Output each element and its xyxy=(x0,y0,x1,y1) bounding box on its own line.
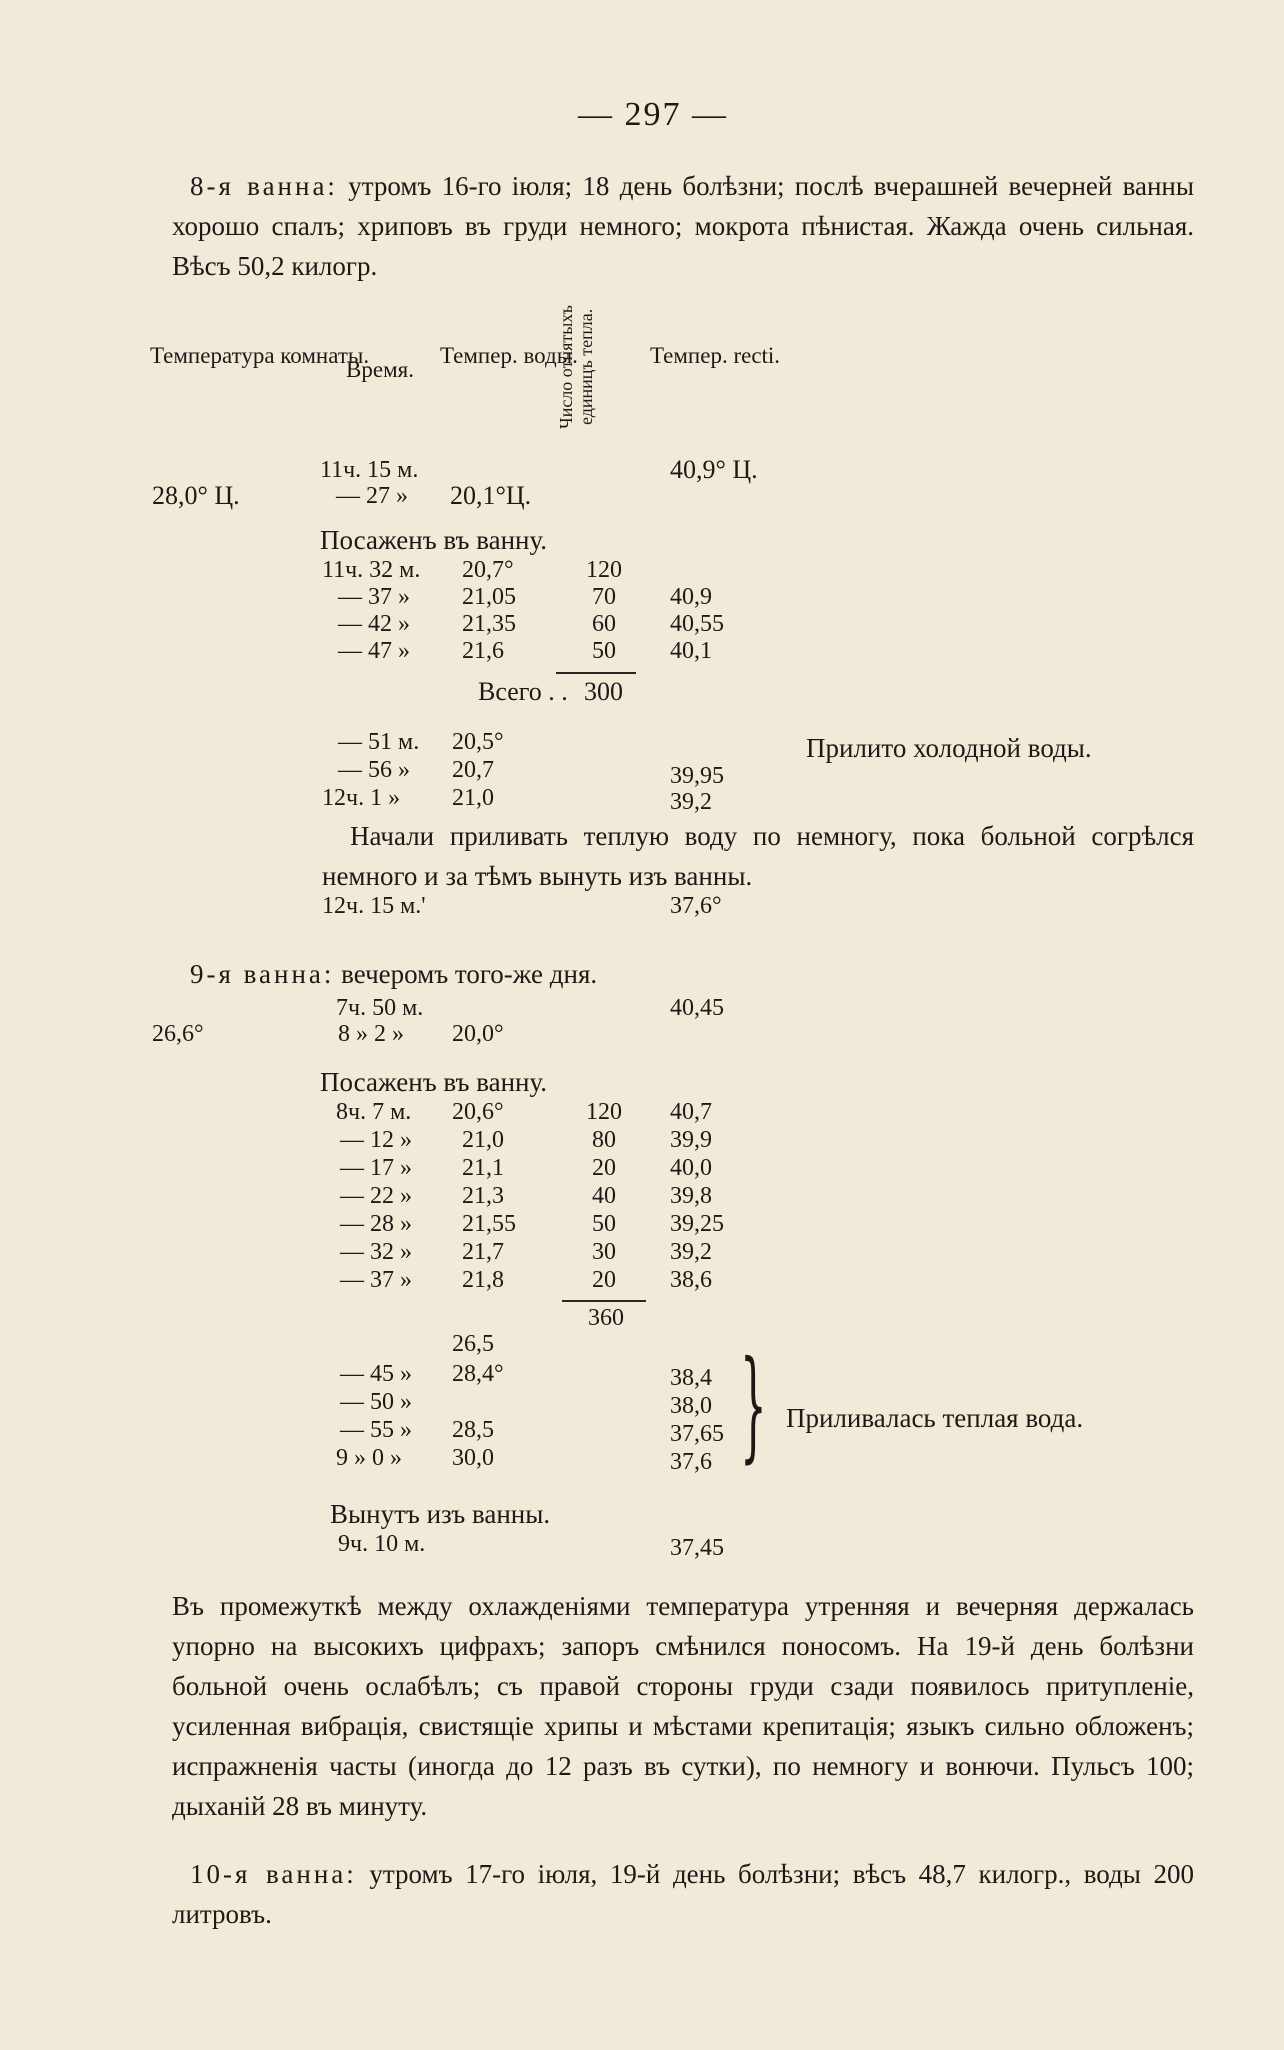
bath10-intro xyxy=(172,1854,1194,1934)
bath8-intro-text: утромъ 16-го іюля; 18 день болѣзни; послѣ вчерашней вечерней ванны хорошо спалъ; хриповъ въ груди немного; мокрота пѣнистая. Жажда очень сильная. Вѣсъ 50,2 килогр. xyxy=(172,171,1194,281)
bath8-pre-time-1: 11ч. 15 м. xyxy=(320,457,419,483)
bath9-row-4-time: — 22 » xyxy=(340,1183,412,1209)
bath8-post-2-rect: 39,95 xyxy=(670,763,724,789)
bath9-placed: Посаженъ въ ванну. xyxy=(320,1067,548,1097)
bath9-row-4-units: 40 xyxy=(592,1183,616,1209)
page-number: — 297 — xyxy=(578,96,728,133)
paragraph-between-baths: Въ промежуткѣ между охлажденіями температура утренняя и вечерняя держалась упорно на высокихъ цифрахъ; запоръ смѣнился поносомъ. На 19-й день болѣзни больной очень ослабѣлъ; съ правой стороны груди сзади появилось притупленіе, усиленная вибрація, свистящіе хрипы и мѣстами крепитація; языкъ сильно обложенъ; испражненія часты (иногда до 12 разъ въ сутки), по немногу и вонючи. Пульсъ 100; дыханій 28 въ минуту. xyxy=(172,1591,1194,1821)
bath9-final-rect: 37,45 xyxy=(670,1535,724,1561)
bath9-warm-note: Приливалась теплая вода. xyxy=(786,1403,1084,1433)
bath8-after-text: Начали приливать теплую воду по немногу, пока больной согрѣлся немного и за тѣмъ вынуть изъ ванны. xyxy=(322,821,1194,891)
bath8-row-2-rect: 40,9 xyxy=(670,584,712,610)
bath8-pre-time-2: — 27 » xyxy=(336,483,408,509)
header-rectal-temp: Темпер. recti. xyxy=(650,343,781,368)
bath9-row-6-units: 30 xyxy=(592,1239,616,1265)
bath9-total: 360 xyxy=(588,1305,624,1331)
bath9-row-3-water: 21,1 xyxy=(462,1155,504,1181)
bath9-row-7-water: 21,8 xyxy=(462,1267,504,1293)
bath9-row-7-units: 20 xyxy=(592,1267,616,1293)
bath8-post-2-water: 20,7 xyxy=(452,757,494,783)
bath9-warm-1-water: 28,4° xyxy=(452,1361,504,1387)
bath9-intro-text: вечеромъ того-же дня. xyxy=(341,959,598,989)
bath9-warm-4-water: 30,0 xyxy=(452,1445,494,1471)
bath8-row-3-water: 21,35 xyxy=(462,611,516,637)
header-water-temp: Темпер. воды. xyxy=(440,343,578,368)
bath9-row-4-rect: 39,8 xyxy=(670,1183,712,1209)
bath8-row-2-water: 21,05 xyxy=(462,584,516,610)
bath9-final-time: 9ч. 10 м. xyxy=(338,1531,426,1557)
bath9-row-3-units: 20 xyxy=(592,1155,616,1181)
bath8-total-label: Всего . . xyxy=(478,677,568,706)
bath9-row-1-units: 120 xyxy=(586,1099,622,1125)
bath10-intro-text: утромъ 17-го іюля, 19-й день болѣзни; вѣсъ 48,7 килогр., воды 200 литровъ. xyxy=(172,1859,1195,1929)
bath8-total-rule xyxy=(556,672,636,674)
bath9-pre-time-2: 8 » 2 » xyxy=(338,1021,404,1047)
bath8-post-3-water: 21,0 xyxy=(452,785,494,811)
bath9-warm-2-time: — 50 » xyxy=(340,1389,412,1415)
bath9-warm-1-time: — 45 » xyxy=(340,1361,412,1387)
bath9-heading: 9-я ванна: xyxy=(190,959,335,989)
bath9-pre-time-1: 7ч. 50 м. xyxy=(336,995,424,1021)
bath8-row-2-units: 70 xyxy=(592,584,616,610)
bath8-row-4-units: 50 xyxy=(592,638,616,664)
bath8-post-1-time: — 51 м. xyxy=(338,729,420,755)
bath8-row-1-water: 20,7° xyxy=(462,557,514,583)
bath9-total-rule xyxy=(562,1300,646,1302)
bath9-row-5-time: — 28 » xyxy=(340,1211,412,1237)
bath8-final-rect: 37,6° xyxy=(670,893,722,919)
bath9-row-2-time: — 12 » xyxy=(340,1127,412,1153)
right-brace: } xyxy=(740,1336,767,1475)
bath8-row-4-rect: 40,1 xyxy=(670,638,712,664)
bath8-pre-rect-1: 40,9° Ц. xyxy=(670,455,758,484)
bath9-warm-4-time: 9 » 0 » xyxy=(336,1445,402,1471)
bath9-row-2-units: 80 xyxy=(592,1127,616,1153)
bath9-row-6-time: — 32 » xyxy=(340,1239,412,1265)
bath9-row-7-time: — 37 » xyxy=(340,1267,412,1293)
bath8-post-1-water: 20,5° xyxy=(452,729,504,755)
bath8-heading: 8-я ванна: xyxy=(190,171,338,201)
bath9-row-6-rect: 39,2 xyxy=(670,1239,712,1265)
bath9-warm-2-rect: 38,0 xyxy=(670,1393,712,1419)
bath9-row-1-water: 20,6° xyxy=(452,1099,504,1125)
bath8-intro xyxy=(172,166,1194,286)
bath9-removed: Вынутъ изъ ванны. xyxy=(330,1499,551,1529)
bath8-post-note: Прилито холодной воды. xyxy=(806,733,1092,763)
bath8-row-1-time: 11ч. 32 м. xyxy=(322,557,421,583)
bath9-intro xyxy=(190,960,597,988)
bath8-room-temp: 28,0° Ц. xyxy=(152,481,240,510)
bath9-row-6-water: 21,7 xyxy=(462,1239,504,1265)
bath8-final-time: 12ч. 15 м.' xyxy=(322,893,426,919)
bath9-row-2-water: 21,0 xyxy=(462,1127,504,1153)
bath10-heading: 10-я ванна: xyxy=(190,1859,357,1889)
bath9-pre-water-2: 20,0° xyxy=(452,1021,504,1047)
bath8-placed: Посаженъ въ ванну. xyxy=(320,525,548,555)
bath8-post-3-rect: 39,2 xyxy=(670,789,712,815)
bath8-row-4-time: — 47 » xyxy=(338,638,410,664)
header-heat-units: Число отнятыхъ единицъ тепла. xyxy=(556,305,596,429)
bath9-row-5-rect: 39,25 xyxy=(670,1211,724,1237)
header-room-temp: Температура комнаты. xyxy=(150,343,370,368)
bath8-row-4-water: 21,6 xyxy=(462,638,504,664)
bath9-row-1-rect: 40,7 xyxy=(670,1099,712,1125)
bath8-post-3-time: 12ч. 1 » xyxy=(322,785,401,811)
bath8-row-3-time: — 42 » xyxy=(338,611,410,637)
bath9-row-3-rect: 40,0 xyxy=(670,1155,712,1181)
bath8-total: 300 xyxy=(584,677,623,706)
bath9-row-7-rect: 38,6 xyxy=(670,1267,712,1293)
header-time: Время. xyxy=(346,357,414,382)
bath9-warm-3-rect: 37,65 xyxy=(670,1421,724,1447)
bath9-row-1-time: 8ч. 7 м. xyxy=(336,1099,412,1125)
bath9-warm-3-time: — 55 » xyxy=(340,1417,412,1443)
bath9-row-3-time: — 17 » xyxy=(340,1155,412,1181)
bath9-room-temp: 26,6° xyxy=(152,1021,204,1047)
bath9-row-5-water: 21,55 xyxy=(462,1211,516,1237)
bath8-row-3-rect: 40,55 xyxy=(670,611,724,637)
bath9-pre-rect-1: 40,45 xyxy=(670,995,724,1021)
bath8-row-2-time: — 37 » xyxy=(338,584,410,610)
bath8-post-2-time: — 56 » xyxy=(338,757,410,783)
bath9-warm-4-rect: 37,6 xyxy=(670,1449,712,1475)
bath9-mid-value: 26,5 xyxy=(452,1331,494,1357)
bath9-row-4-water: 21,3 xyxy=(462,1183,504,1209)
bath9-warm-1-rect: 38,4 xyxy=(670,1365,712,1391)
bath9-row-2-rect: 39,9 xyxy=(670,1127,712,1153)
bath9-warm-3-water: 28,5 xyxy=(452,1417,494,1443)
bath8-row-1-units: 120 xyxy=(586,557,622,583)
bath9-row-5-units: 50 xyxy=(592,1211,616,1237)
bath8-row-3-units: 60 xyxy=(592,611,616,637)
bath8-pre-water-2: 20,1°Ц. xyxy=(450,481,532,510)
